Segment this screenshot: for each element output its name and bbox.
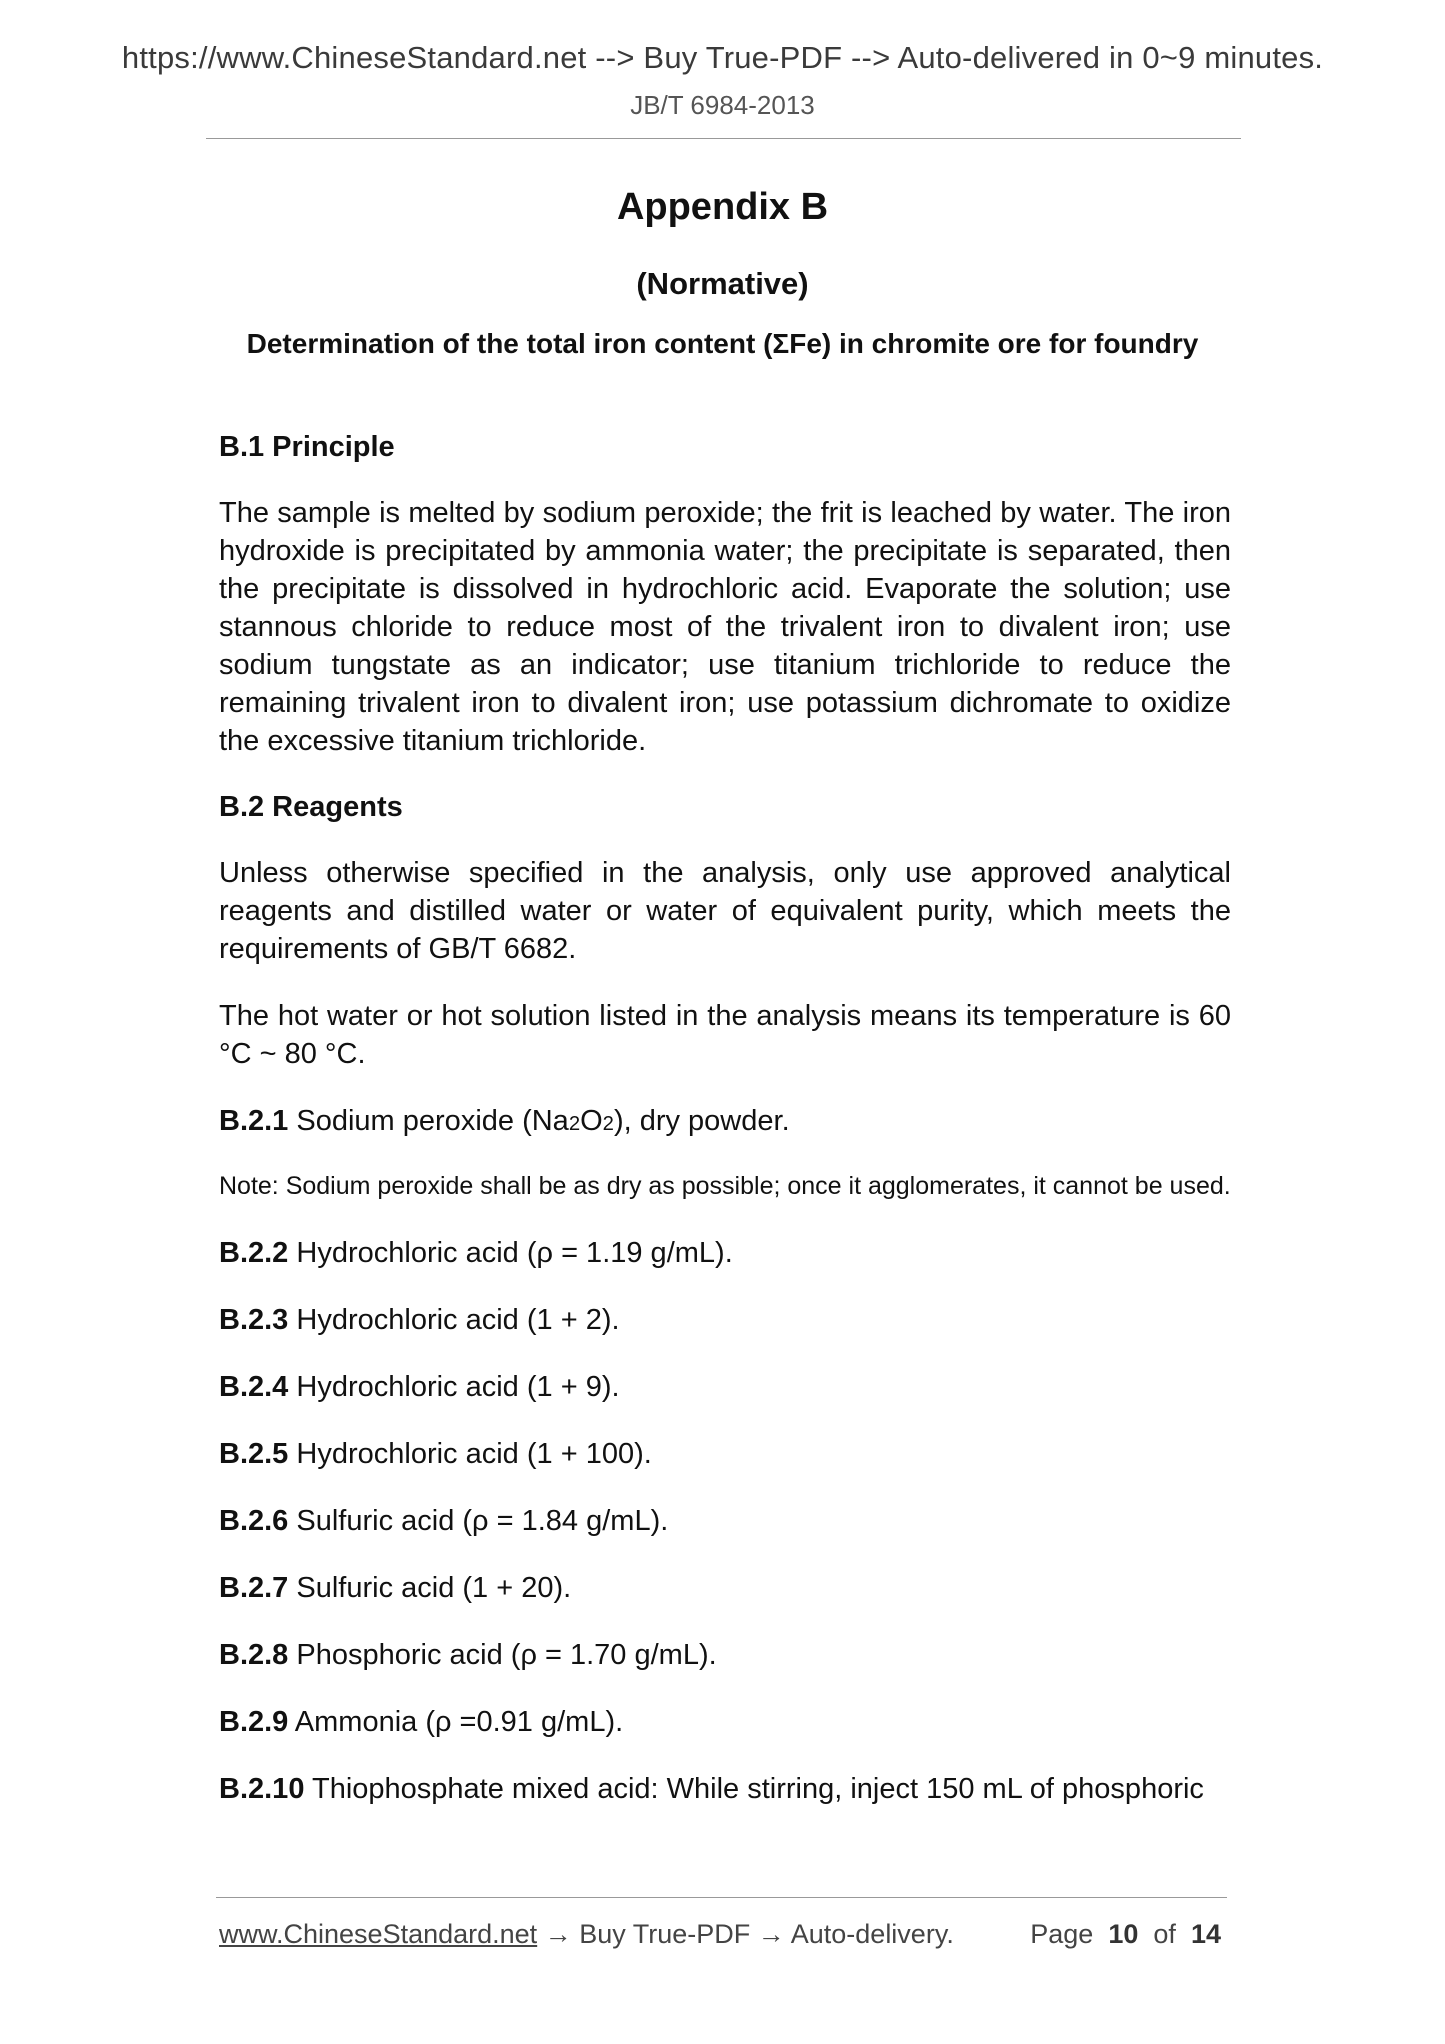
reagents-paragraph-1: Unless otherwise specified in the analysis, only use approved analytical reagents and distilled water or water of equivalent purity, which meets the requirements of GB/T 6682.: [219, 857, 1231, 965]
document-body: [219, 428, 1231, 1808]
reagent-item: [219, 1569, 1231, 1607]
reagent-item: [219, 1435, 1231, 1473]
footer-left: [219, 1919, 954, 1950]
reagent-item: [219, 1770, 1231, 1808]
subscript: 2: [568, 1113, 581, 1135]
document-heading: Determination of the total iron content (ΣFe) in chromite ore for foundry: [246, 328, 1199, 359]
reagent-item-number: B.2.2: [219, 1237, 289, 1269]
reagent-item-text: Ammonia (ρ =0.91 g/mL).: [288, 1706, 624, 1738]
principle-paragraph: The sample is melted by sodium peroxide; the frit is leached by water. The iron hydroxide is precipitated by ammonia water; the precipitate is separated, then the precipitate is dissolved in hydrochloric acid. Evaporate the solution; use stannous chloride to reduce most of the trivalent iron to divalent iron; use sodium tungstate as an indicator; use titanium trichloride to reduce the remaining trivalent iron to divalent iron; use potassium dichromate to oxidize the excessive titanium trichloride.: [219, 497, 1231, 757]
reagent-item: [219, 1368, 1231, 1406]
subscript: 2: [602, 1113, 614, 1135]
reagent-item-number: B.2.5: [219, 1438, 289, 1470]
reagent-item: [219, 1502, 1231, 1540]
reagent-item: [219, 1703, 1231, 1741]
page-title: Appendix B: [616, 186, 829, 228]
reagent-item-text: Sulfuric acid (ρ = 1.84 g/mL).: [288, 1505, 669, 1537]
of-label: of: [1153, 1919, 1176, 1949]
section-heading-principle: B.1 Principle: [219, 431, 395, 463]
page-counter: [1030, 1919, 1221, 1950]
reagent-item-number: B.2.10: [219, 1773, 305, 1805]
reagent-item-text: Hydrochloric acid (ρ = 1.19 g/mL).: [288, 1237, 733, 1269]
reagent-item-number: B.2.3: [219, 1304, 289, 1336]
header-banner: https://www.ChineseStandard.net --> Buy True-PDF --> Auto-delivered in 0~9 minutes.: [121, 40, 1324, 75]
reagent-item-text: Phosphoric acid (ρ = 1.70 g/mL).: [288, 1639, 717, 1671]
reagent-item-text: Sulfuric acid (1 + 20).: [288, 1572, 572, 1604]
page-total: 14: [1190, 1919, 1221, 1949]
reagent-item: [219, 1301, 1231, 1339]
page-subtitle: (Normative): [636, 266, 809, 301]
page-current: 10: [1108, 1919, 1139, 1949]
page-label: Page: [1030, 1919, 1094, 1949]
reagent-item-number: B.2.4: [219, 1371, 289, 1403]
reagent-item-text: Sodium peroxide (Na: [288, 1105, 569, 1137]
note: Note: Sodium peroxide shall be as dry as possible; once it agglomerates, it cannot be used.: [219, 1172, 1231, 1200]
reagent-item-text: Hydrochloric acid (1 + 9).: [288, 1371, 620, 1403]
header-divider: [206, 138, 1241, 139]
footer-trail-text: → Buy True-PDF → Auto-delivery.: [537, 1919, 954, 1949]
reagent-item-text: Thiophosphate mixed acid: While stirring, inject 150 mL of phosphoric: [304, 1773, 1204, 1805]
section-heading-reagents: B.2 Reagents: [219, 791, 403, 823]
reagent-item-number: B.2.7: [219, 1572, 289, 1604]
footer-site-link[interactable]: www.ChineseStandard.net: [219, 1919, 538, 1949]
reagent-item: [219, 1234, 1231, 1272]
reagent-item: [219, 1636, 1231, 1674]
reagent-item: [219, 1102, 1231, 1143]
reagent-item-number: B.2.8: [219, 1639, 289, 1671]
footer-divider: [216, 1897, 1227, 1898]
reagent-item-text: O: [580, 1105, 603, 1137]
reagents-paragraph-2: The hot water or hot solution listed in the analysis means its temperature is 60 °C ~ 80 °C.: [219, 1000, 1231, 1070]
reagent-item-text: Hydrochloric acid (1 + 100).: [288, 1438, 652, 1470]
standard-number: JB/T 6984-2013: [630, 90, 815, 120]
reagent-item-number: B.2.6: [219, 1505, 289, 1537]
reagent-item-text: ), dry powder.: [613, 1105, 790, 1137]
reagent-item-text: Hydrochloric acid (1 + 2).: [288, 1304, 620, 1336]
reagent-item-number: B.2.9: [219, 1706, 289, 1738]
reagent-item-number: B.2.1: [219, 1105, 289, 1137]
